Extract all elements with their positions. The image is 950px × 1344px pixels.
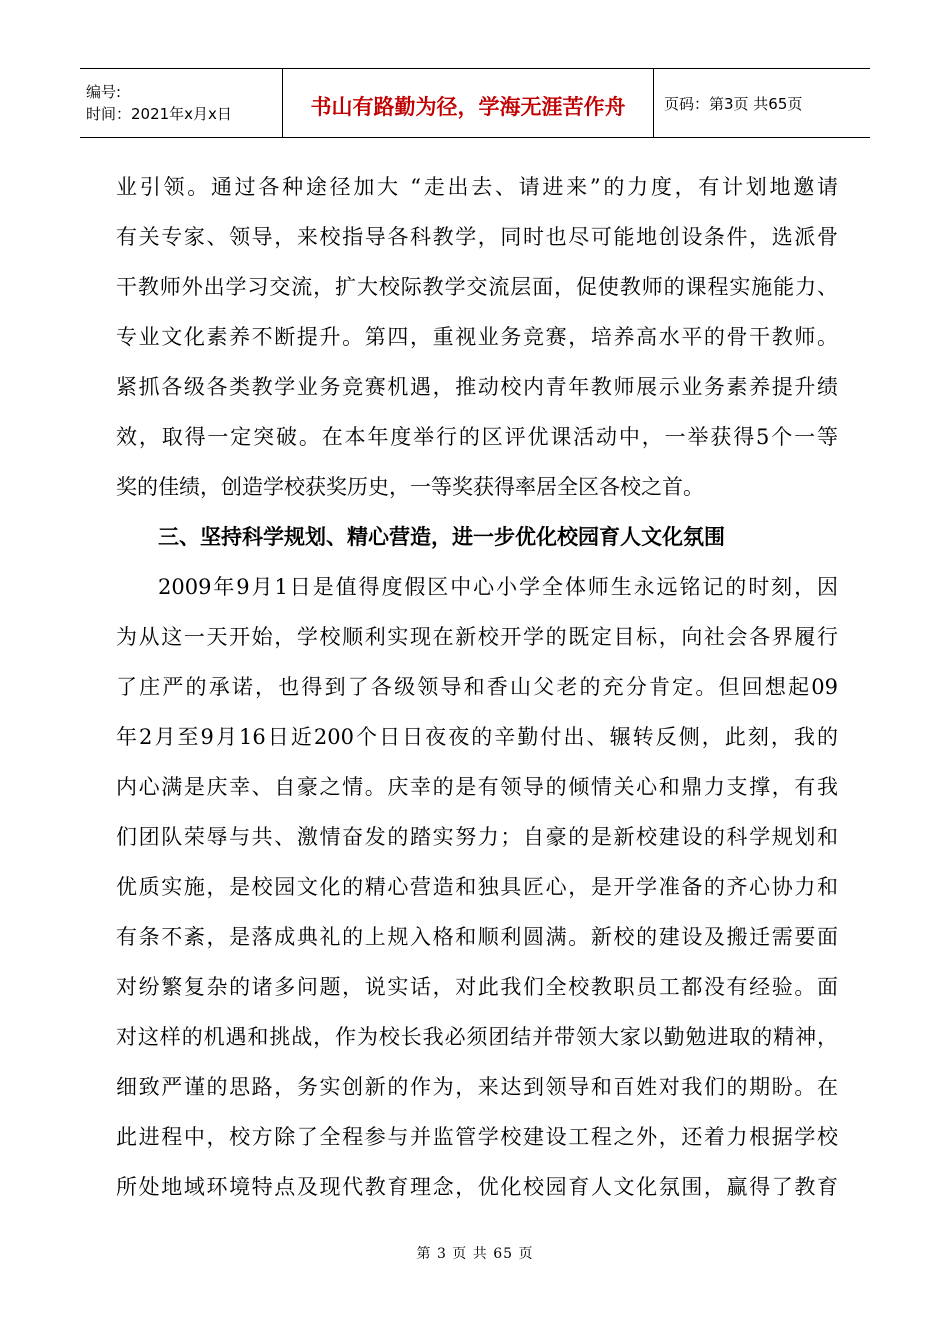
body-line: 对这样的机遇和挑战，作为校长我必须团结并带领大家以勤勉进取的精神， [116,1025,838,1049]
body-line: 效，取得一定突破。在本年度举行的区评优课活动中，一举获得5个一等 [116,425,838,449]
body-line: 此进程中，校方除了全程参与并监管学校建设工程之外，还着力根据学校 [116,1125,838,1149]
document-body [116,162,838,1212]
header-meta [80,69,282,137]
body-line: 了庄严的承诺，也得到了各级领导和香山父老的充分肯定。但回想起09 [116,675,838,699]
body-line: 业引领。通过各种途径加大 “走出去、请进来”的力度，有计划地邀请 [116,175,838,199]
page-label: 页码：第3页 共65页 [664,94,803,113]
serial-label: 编号: [86,83,122,101]
time-label: 时间：2021年x月x日 [86,105,232,123]
body-line: 有条不紊，是落成典礼的上规入格和顺利圆满。新校的建设及搬迁需要面 [116,925,838,949]
page-header [80,68,870,138]
body-line: 优质实施，是校园文化的精心营造和独具匠心，是开学准备的齐心协力和 [116,875,838,899]
header-motto [282,69,654,137]
body-line: 奖的佳绩，创造学校获奖历史，一等奖获得率居全区各校之首。 [116,475,704,499]
body-line: 细致严谨的思路，务实创新的作为，来达到领导和百姓对我们的期盼。在 [116,1075,838,1099]
body-line: 所处地域环境特点及现代教育理念，优化校园育人文化氛围，赢得了教育 [116,1175,838,1199]
body-line: 年2月至9月16日近200个日日夜夜的辛勤付出、辗转反侧，此刻，我的 [116,725,838,749]
body-line: 内心满是庆幸、自豪之情。庆幸的是有领导的倾情关心和鼎力支撑，有我 [116,775,838,799]
body-line: 有关专家、领导，来校指导各科教学，同时也尽可能地创设条件，选派骨 [116,225,838,249]
section-heading: 三、坚持科学规划、精心营造，进一步优化校园育人文化氛围 [158,525,725,549]
motto-text: 书山有路勤为径，学海无涯苦作舟 [310,95,626,119]
page-footer [0,1243,950,1263]
body-line: 紧抓各级各类教学业务竞赛机遇，推动校内青年教师展示业务素养提升绩 [116,375,838,399]
body-line: 2009年9月1日是值得度假区中心小学全体师生永远铭记的时刻，因 [158,575,838,599]
body-line: 们团队荣辱与共、激情奋发的踏实努力；自豪的是新校建设的科学规划和 [116,825,838,849]
body-line: 干教师外出学习交流，扩大校际教学交流层面，促使教师的课程实施能力、 [116,275,838,299]
footer-page-number: 第 3 页 共 65 页 [416,1246,534,1262]
header-page-info [654,69,870,137]
body-line: 专业文化素养不断提升。第四，重视业务竞赛，培养高水平的骨干教师。 [116,325,838,349]
body-line: 为从这一天开始，学校顺利实现在新校开学的既定目标，向社会各界履行 [116,625,838,649]
body-line: 对纷繁复杂的诸多问题，说实话，对此我们全校教职员工都没有经验。面 [116,975,838,999]
